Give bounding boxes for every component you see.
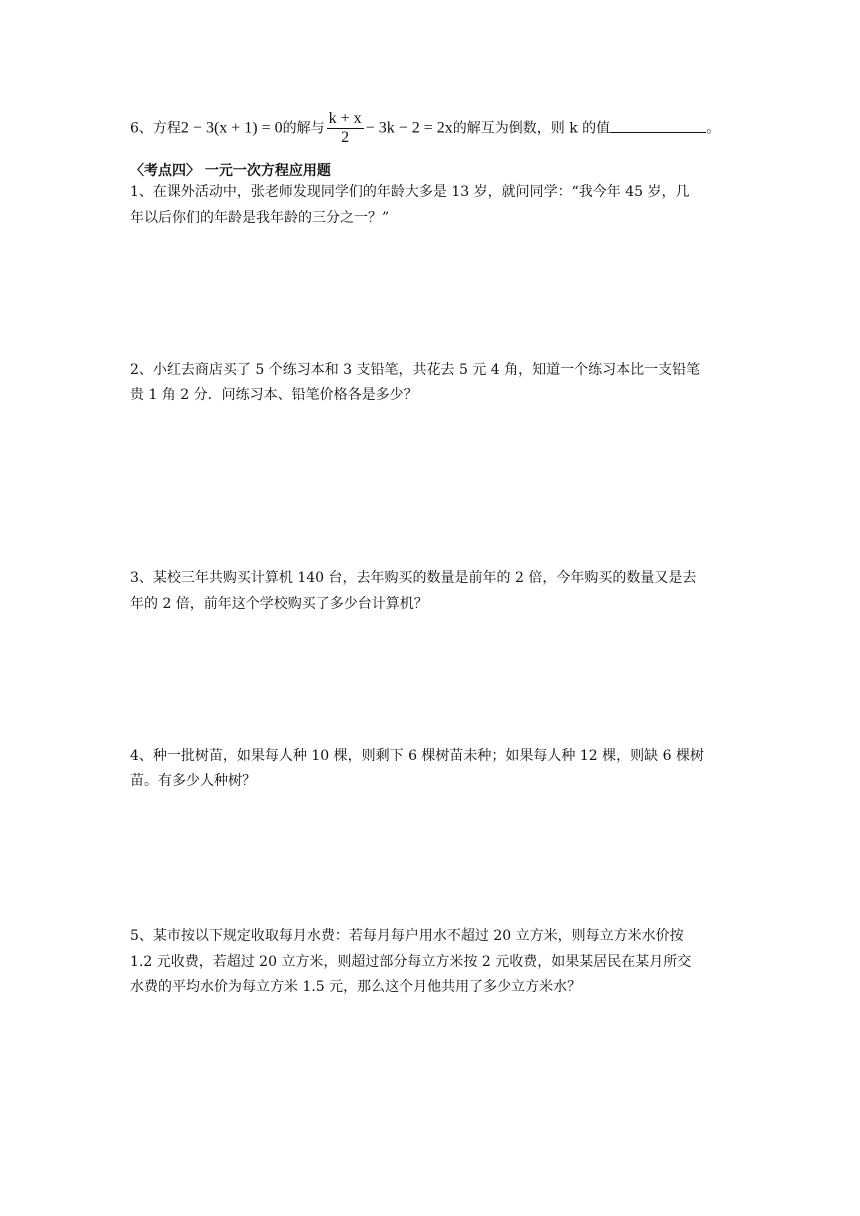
section-title: 〈考点四〉 一元一次方程应用题 (130, 163, 331, 179)
problem-1-line-2: 年以后你们的年龄是我年龄的三分之一？” (130, 210, 390, 226)
problem-1-line-1: 1、在课外活动中，张老师发现同学们的年龄大多是 13 岁，就问同学：“我今年 45 岁，几 (130, 184, 690, 200)
q6-fraction-numerator: k + x (328, 110, 362, 127)
q6-equation-1: 2 − 3(x + 1) = 0 (180, 119, 283, 137)
q6-equation-2: − 3k − 2 = 2x (365, 119, 453, 137)
problem-4-line-2: 苗。有多少人种树？ (130, 773, 256, 789)
problem-5-line-1: 5、某市按以下规定收取每月水费：若每月每户用水不超过 20 立方米，则每立方米水价按 (130, 928, 684, 944)
problem-5-line-3: 水费的平均水价为每立方米 1.5 元，那么这个月他共用了多少立方米水？ (130, 979, 582, 995)
problem-4-line-1: 4、种一批树苗，如果每人种 10 棵，则剩下 6 棵树苗未种；如果每人种 12 棵，则缺 6 棵树 (130, 748, 704, 764)
q6-fraction (327, 110, 364, 147)
q6-suffix: 的解互为倒数，则 k 的值 (452, 120, 611, 137)
answer-blank[interactable] (610, 118, 706, 133)
q6-end: 。 (706, 120, 721, 137)
q6-mid: 的解与 (282, 120, 325, 137)
problem-3-line-2: 年的 2 倍，前年这个学校购买了多少台计算机？ (130, 596, 428, 612)
problem-2-line-1: 2、小红去商店买了 5 个练习本和 3 支铅笔，共花去 5 元 4 角，知道一个练习本比一支铅笔 (130, 362, 701, 378)
problem-2-line-2: 贵 1 角 2 分．问练习本、铅笔价格各是多少？ (130, 387, 418, 403)
q6-prefix: 6、方程 (130, 120, 181, 137)
q6-fraction-denominator: 2 (341, 129, 350, 146)
problem-3-line-1: 3、某校三年共购买计算机 140 台，去年购买的数量是前年的 2 倍，今年购买的数量又是去 (130, 570, 697, 586)
problem-5-line-2: 1.2 元收费，若超过 20 立方米，则超过部分每立方米按 2 元收费，如果某居民在某月所交 (130, 954, 692, 970)
question-6 (130, 110, 720, 147)
